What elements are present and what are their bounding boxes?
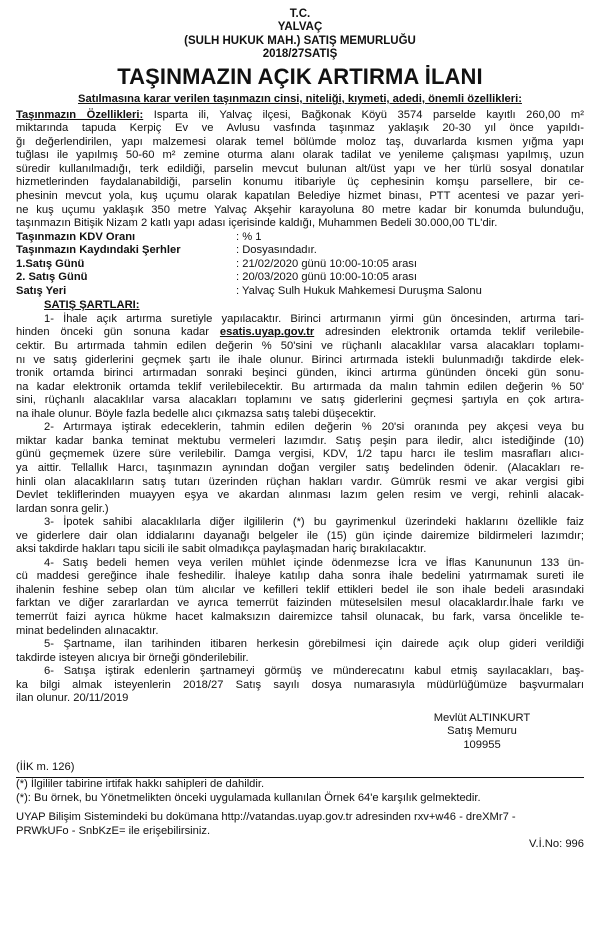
condition-line: tronik ortamda birinci artırmadan sonraki beşinci günden, ikinci artırma gününden önceki gün sonu- <box>16 367 584 380</box>
condition-line: lardan sonra gelir.) <box>16 502 109 515</box>
property-line: süredir kullanılmadığı, terk edildiği, parselin mevcut bulunan alt/üst yapı ve her türlü sosyal donatılar <box>16 162 584 175</box>
condition-line: na kadar elektronik ortamda teklif verilebilecektir. Bu artırmada da malın tahmin edilen değerin % 50' <box>16 380 584 393</box>
condition-line: adresinden elektronik ortamda teklif verilebile- <box>314 326 584 339</box>
condition-line: sini, rüçhanlı alacaklılar varsa alacakları toplamını ve satış giderlerini geçmesi şartıyla en çok artıra- <box>16 394 584 407</box>
condition-line: ya aittir. Tellallık Harcı, taşınmazın aynından doğan vergiler satış bedelinden ödenir. (Alacakları re- <box>16 461 584 474</box>
field-first-sale-day <box>16 258 584 272</box>
condition-line: ihalenin feshine sebep olan tüm alıcılar ve kefilleri teklif ettikleri bedel ile son ihale bedeli arasındaki <box>16 583 584 596</box>
field-sale-location <box>16 285 584 299</box>
field-annotations <box>16 244 584 258</box>
condition-line: minat bedelinden alınacaktır. <box>16 624 159 637</box>
sale-details <box>16 231 584 299</box>
condition-line: cü maddesi gereğince ihale feshedilir. İhaleye katılıp daha sonra ihale bedelini yatırmamak sureti ile <box>16 570 584 583</box>
property-line: ne kuş uçumu yaklaşık 350 metre Yalvaç Akşehir karayoluna 80 metre kadar bir konumda bulunduğu, <box>16 203 584 216</box>
condition-5 <box>16 638 584 665</box>
field-key: 2. Satış Günü <box>16 271 88 284</box>
condition-line: hinden önceki gün sonuna kadar <box>16 326 220 339</box>
footer-line: PRWkUFo - SnbKzE= ile erişebilirsiniz. <box>16 824 211 837</box>
field-value: : Yalvaç Sulh Hukuk Mahkemesi Duruşma Salonu <box>236 284 482 297</box>
condition-line: 3- İpotek sahibi alacaklılarla diğer ilgililerin (*) bu gayrimenkul üzerindeki haklarını özellikle faiz <box>44 516 584 529</box>
condition-line: 5- Şartname, ilan tarihinden itibaren herkesin görebilmesi için dairede açık olup gideri verildiği <box>44 638 584 651</box>
issuer-header <box>16 8 584 61</box>
signatory-number: 109955 <box>463 738 501 751</box>
condition-6 <box>16 665 584 706</box>
field-key: Taşınmazın KDV Oranı <box>16 230 136 243</box>
signature-block <box>422 712 542 753</box>
header-file-number: 2018/27SATIŞ <box>262 47 338 60</box>
field-value: : 20/03/2020 günü 10:00-10:05 arası <box>236 271 418 284</box>
header-tc: T.C. <box>289 8 311 20</box>
condition-line: 4- Satış bedeli hemen veya verilen mühlet içinde ödenmezse İcra ve İflas Kanununun 133 ün- <box>44 556 584 569</box>
property-description <box>16 109 584 231</box>
condition-2 <box>16 421 584 516</box>
condition-1 <box>16 313 584 421</box>
condition-line: nı ve satış giderlerini geçmek şartı ile ihale olunur. Birinci artırmada istekli bulunmadığı takdirde elek- <box>16 353 584 366</box>
property-line: Isparta ili, Yalvaç ilçesi, Bağkonak Köyü 3574 parselde kayıtlı 260,00 m² <box>143 108 584 121</box>
page-title: TAŞINMAZIN AÇIK ARTIRMA İLANI <box>117 64 483 90</box>
property-line: hizmetlerinden faydalanabildiği, parselin konumu itibariyle üç cephesinin komşu parsellere, bir ce- <box>16 176 584 189</box>
condition-line: 6- Satışa iştirak edenlerin şartnameyi görmüş ve münderecatını kabul etmiş sayılacakları, baş- <box>44 665 584 678</box>
field-vat-rate <box>16 231 584 245</box>
condition-line: cektir. Bu artırmada tahmin edilen değerin % 50'sini ve rüçhanlı alacaklılar varsa alacakları toplamı- <box>16 340 584 353</box>
section-subtitle: Satılmasına karar verilen taşınmazın cinsi, niteliği, kıymeti, adedi, önemli özellikleri: <box>78 93 522 106</box>
condition-line: hinli olan alacaklıların satış tutarı üzerinden rüçhan hakları vardır. Gümrük resmi ve akar vergisi gibi <box>16 475 584 488</box>
condition-line: miktar kadar banka teminat mektubu vermeleri lazımdır. Satış peşin para iledir, alıcı istediğinde (10) <box>16 434 584 447</box>
footnote: (*): Bu örnek, bu Yönetmelikten önceki uygulamada kullanılan Örnek 64'e karşılık gelmektedir. <box>16 791 481 804</box>
conditions-heading: SATIŞ ŞARTLARI: <box>44 299 140 312</box>
property-line: ğı değerlendirilen, yapı malzemesi olarak temel bölümde moloz taş, duvarlarda kısmen yığma yapı <box>16 135 584 148</box>
condition-3 <box>16 516 584 557</box>
condition-line: farktan ve diğer zararlardan ve ayrıca temerrüt faizinden müteselsilen mesul olacaklardır.İhale farkı ve <box>16 597 584 610</box>
footer-code: V.İ.No: 996 <box>529 838 584 851</box>
footer-line: UYAP Bilişim Sistemindeki bu dokümana http://vatandas.uyap.gov.tr adresinden rxv+w46 - dreXMr7 - <box>16 811 516 824</box>
property-label: Taşınmazın Özellikleri: <box>16 108 144 121</box>
condition-line: temerrüt faizi ayrıca hükme hacet kalmaksızın dairemizce tahsil olunacak, bu fark, varsa öncelikle te- <box>16 610 584 623</box>
field-value: : Dosyasındadır. <box>236 244 317 257</box>
field-key: Satış Yeri <box>16 284 67 297</box>
property-line: taşınmazın Bitişik Nizam 2 katlı yapı adası içerisinde kaldığı, Muhammen Bedeli 30.000,00 TL'dir. <box>16 217 498 230</box>
field-value: : 21/02/2020 günü 10:00-10:05 arası <box>236 257 418 270</box>
signatory-name: Mevlüt ALTINKURT <box>433 711 531 724</box>
signatory-role: Satış Memuru <box>447 725 517 738</box>
law-reference: (İİK m. 126) <box>16 761 75 774</box>
field-key: 1.Satış Günü <box>16 257 85 270</box>
condition-line: na ihale olunur. Böyle fazla bedelle alıcı çıkmazsa satış talebi düşecektir. <box>16 407 377 420</box>
condition-line: günü geçmemek üzere süre verilebilir. Damga vergisi, KDV, 1/2 tapu harcı ile teslim masrafları alıcı- <box>16 448 584 461</box>
header-office: (SULH HUKUK MAH.) SATIŞ MEMURLUĞU <box>184 34 416 47</box>
header-city: YALVAÇ <box>277 21 323 34</box>
property-line: miktarında tapuda Kerpiç Ev ve Avlusu vasfında taşınmaz yaklaşık 20-30 yıl önce yapıldı- <box>16 122 584 135</box>
esatis-link[interactable]: esatis.uyap.gov.tr <box>219 326 315 339</box>
condition-line: Devlet tekliflerinden muayyen eşya ve akardan alınması lazım gelen resim ve vergi, rehinli alacak- <box>16 489 584 502</box>
condition-line: takdirde isteyen alıcıya bir örneği gönderilebilir. <box>16 651 249 664</box>
footnote: (*) İlgililer tabirine irtifak hakkı sahipleri de dahildir. <box>16 777 265 790</box>
condition-line: aksi takdirde hakları tapu sicili ile sabit olmadıkça paylaşmadan hariç bırakılacaktır. <box>16 543 427 556</box>
condition-line: 1- İhale açık artırma suretiyle yapılacaktır. Birinci artırmanın yirmi gün öncesinden, artırma tari- <box>44 312 584 325</box>
property-line: tuğlası ile yapılmış 50-60 m² zemine oturma alanı olarak tadilat ve yenileme çalışması yapılmış, uzun <box>16 149 584 162</box>
condition-line: ka bilgi almak isteyenlerin 2018/27 Satış sayılı dosya numarasıyla müdürlüğümüze başvurmaları <box>16 678 584 691</box>
field-second-sale-day <box>16 271 584 285</box>
condition-line: 2- Artırmaya iştirak edeceklerin, tahmin edilen değerin % 20'si oranında pey akçesi veya bu <box>44 421 584 434</box>
uyap-footer <box>16 811 584 852</box>
condition-line: ve giderlere dair olan iddialarını dayanağı belgeler ile (15) gün içinde dairemize bildirmeleri lazımdır; <box>16 529 584 542</box>
property-line: phesinin mevcut yola, kuş uçumu olarak kapatılan Belediye hizmet binası, PTT acentesi ve pazar yeri- <box>16 190 584 203</box>
field-value: : % 1 <box>236 230 262 243</box>
condition-line: ilan olunur. 20/11/2019 <box>16 692 129 705</box>
field-key: Taşınmazın Kaydındaki Şerhler <box>16 244 181 257</box>
condition-4 <box>16 557 584 638</box>
